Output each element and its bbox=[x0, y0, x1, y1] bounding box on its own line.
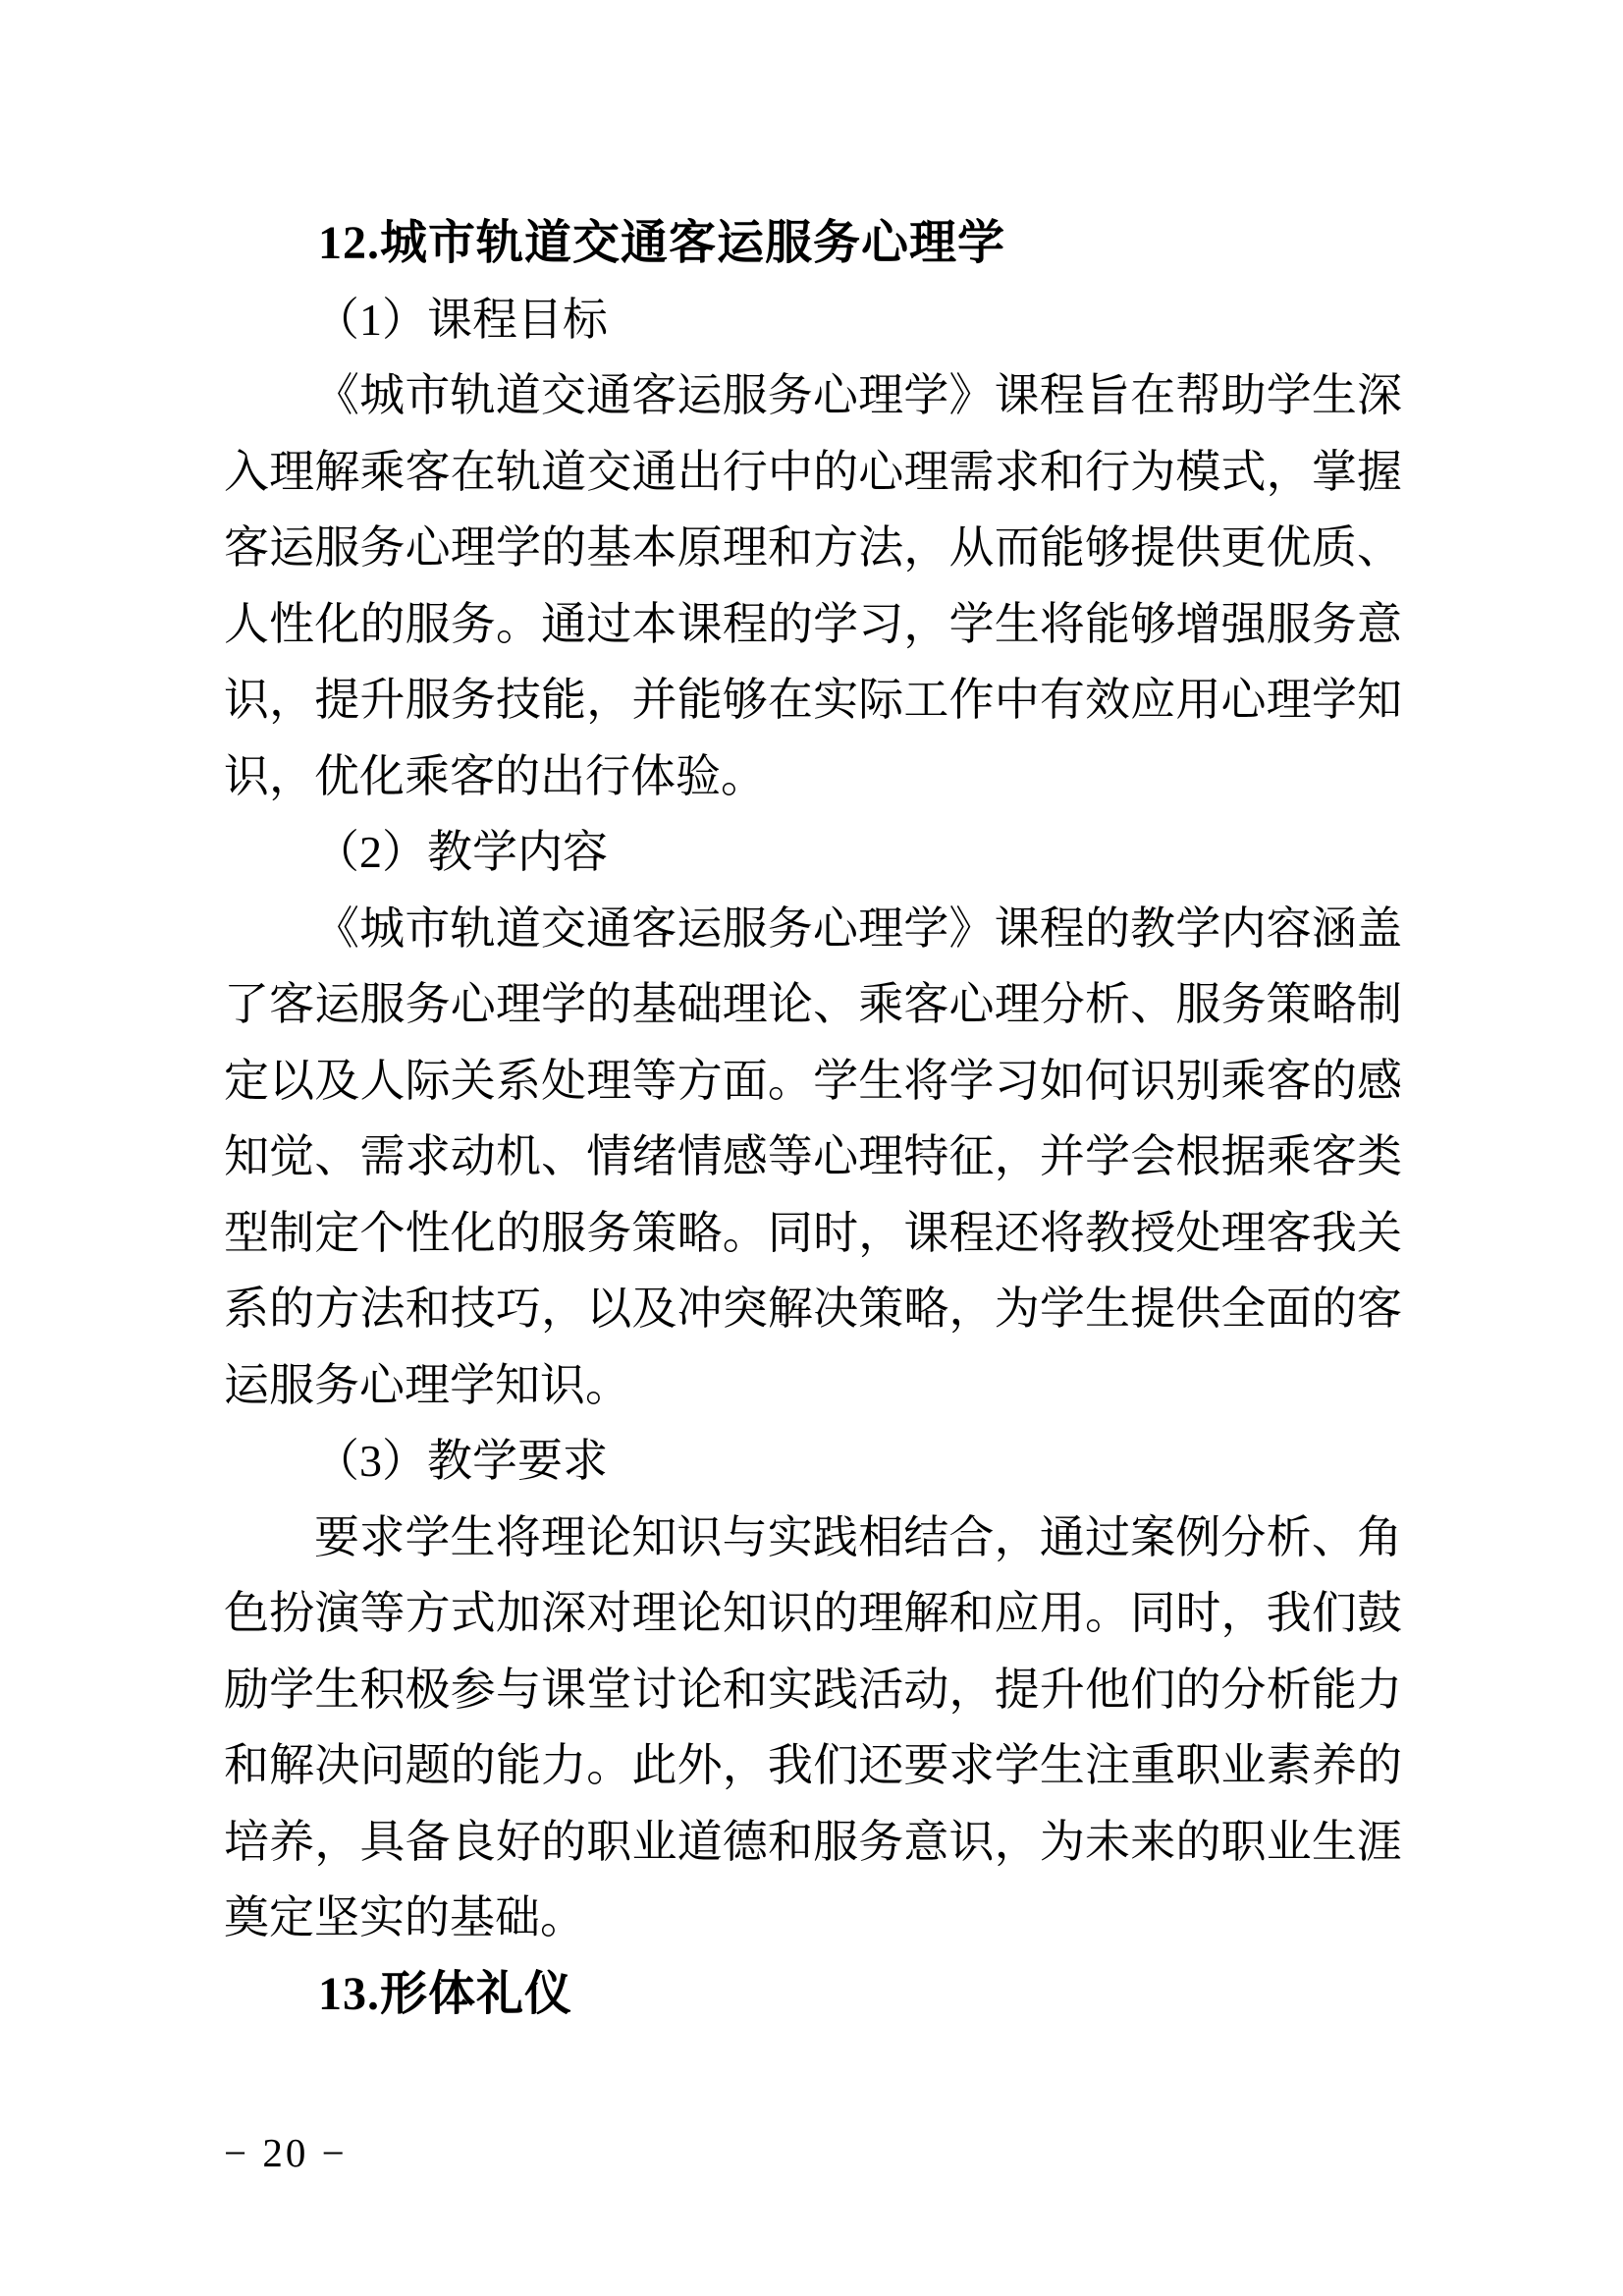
paragraph-line: 入理解乘客在轨道交通出行中的心理需求和行为模式，掌握 bbox=[224, 446, 1402, 497]
page-number: − 20 − bbox=[224, 2130, 348, 2175]
paragraph-line: 培养，具备良好的职业道德和服务意识，为未来的职业生涯 bbox=[224, 1816, 1402, 1867]
paragraph-line: 和解决问题的能力。此外，我们还要求学生注重职业素养的 bbox=[224, 1740, 1402, 1790]
paragraph-first-line: 《城市轨道交通客运服务心理学》课程旨在帮助学生深 bbox=[314, 370, 1402, 420]
course-heading: 13.形体礼仪 bbox=[318, 1967, 573, 2020]
paragraph-line: 定以及人际关系处理等方面。学生将学习如何识别乘客的感 bbox=[224, 1055, 1402, 1106]
section-subheading: （1）课程目标 bbox=[314, 294, 608, 345]
paragraph-line: 色扮演等方式加深对理论知识的理解和应用。同时，我们鼓 bbox=[224, 1588, 1402, 1638]
paragraph-line: 了客运服务心理学的基础理论、乘客心理分析、服务策略制 bbox=[224, 979, 1402, 1029]
document-content bbox=[224, 205, 1402, 2032]
paragraph-line: 系的方法和技巧，以及冲突解决策略，为学生提供全面的客 bbox=[224, 1284, 1402, 1334]
paragraph-line: 识，提升服务技能，并能够在实际工作中有效应用心理学知 bbox=[224, 675, 1402, 725]
paragraph-first-line: 《城市轨道交通客运服务心理学》课程的教学内容涵盖 bbox=[314, 902, 1402, 954]
paragraph-line: 知觉、需求动机、情绪情感等心理特征，并学会根据乘客类 bbox=[224, 1131, 1402, 1181]
paragraph-line: 客运服务心理学的基本原理和方法，从而能够提供更优质、 bbox=[224, 522, 1402, 573]
section-subheading: （2）教学内容 bbox=[314, 827, 608, 877]
paragraph-line: 型制定个性化的服务策略。同时，课程还将教授处理客我关 bbox=[224, 1207, 1402, 1258]
paragraph-line: 人性化的服务。通过本课程的学习，学生将能够增强服务意 bbox=[224, 598, 1402, 649]
paragraph-last-line: 奠定坚实的基础。 bbox=[224, 1892, 585, 1942]
course-heading: 12.城市轨道交通客运服务心理学 bbox=[318, 217, 1006, 269]
paragraph-last-line: 运服务心理学知识。 bbox=[224, 1359, 630, 1410]
paragraph-line: 励学生积极参与课堂讨论和实践活动，提升他们的分析能力 bbox=[224, 1664, 1402, 1715]
section-subheading: （3）教学要求 bbox=[314, 1436, 608, 1486]
paragraph-last-line: 识，优化乘客的出行体验。 bbox=[224, 750, 766, 801]
paragraph-first-line: 要求学生将理论知识与实践相结合，通过案例分析、角 bbox=[314, 1511, 1402, 1562]
page-footer bbox=[224, 2130, 348, 2175]
